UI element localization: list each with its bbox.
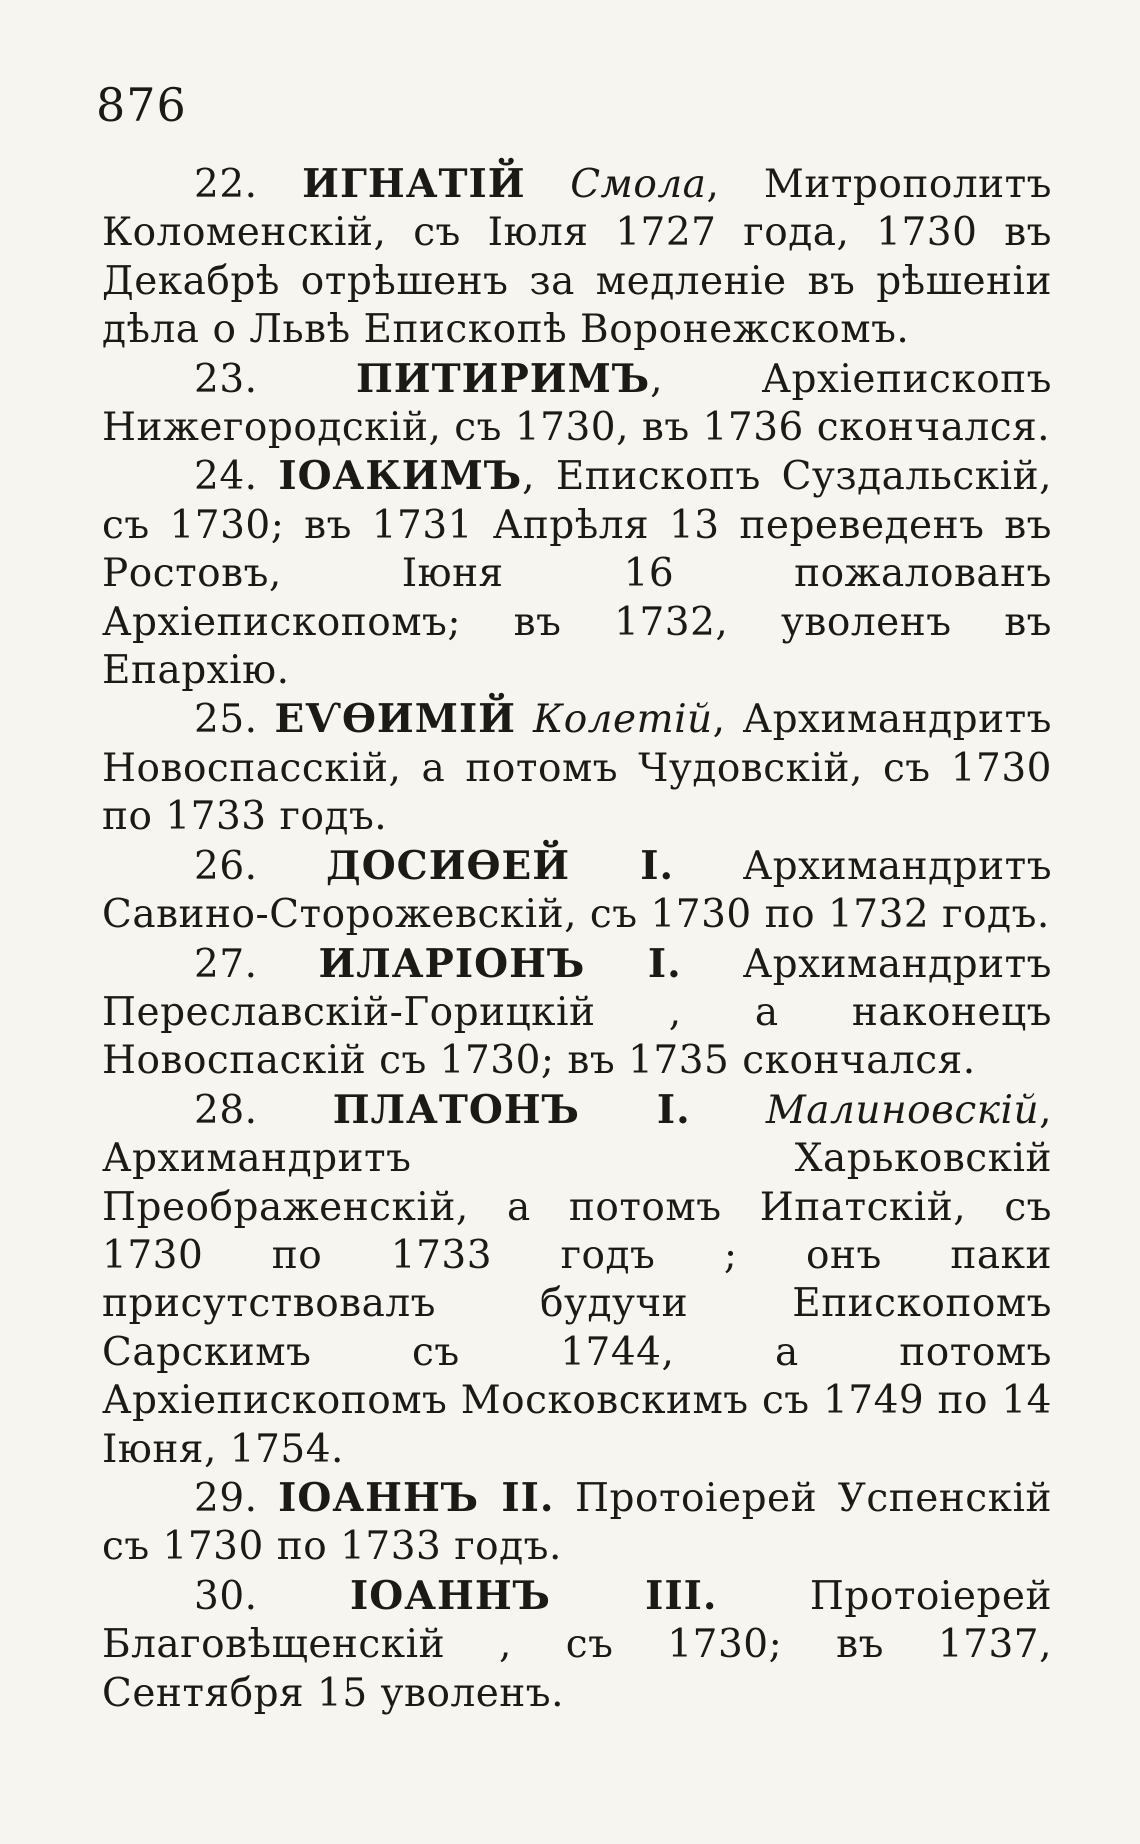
entry-number: 27. [194,941,258,987]
entry-text: Архимандритъ Савино-Сторожевскій, съ 1730 по 1732 годъ. [102,843,1053,938]
entry-number: 30. [194,1573,258,1619]
list-item [102,1086,1052,1474]
entry-number: 26. [194,843,258,889]
entry-number: 22. [194,162,258,207]
entry-text: , Митрополитъ Коломенскій, съ Іюля 1727 года, 1730 въ Декабрѣ отрѣшенъ за медленіе въ рѣшеніи дѣла о Львѣ Епископѣ Воронежскомъ. [102,162,1052,353]
entry-name: ІОАННЪ II. [278,1474,555,1521]
entry-surname: Смола [570,162,707,207]
list-item [102,695,1052,841]
list-item [102,1572,1052,1718]
entry-number: 29. [194,1475,258,1521]
entry-name: ИГНАТІЙ [302,161,526,207]
entry-text: Протоіерей Успенскій съ 1730 по 1733 годъ. [102,1475,1052,1570]
entry-text: , Архіепископъ Нижегородскій, съ 1730, въ 1736 скончался. [102,356,1052,451]
entry-name: ИЛАРІОНЪ I. [318,940,682,987]
entry-number: 28. [194,1087,258,1133]
entry-text: , Архимандритъ Новоспасскій, а потомъ Чудовскій, съ 1730 по 1733 годъ. [102,697,1052,840]
list-item [102,940,1052,1086]
entry-text: Протоіерей Благовѣщенскій , съ 1730; въ 1737, Сентября 15 уволенъ. [102,1573,1052,1716]
entry-surname: Малиновскій [765,1087,1040,1133]
entry-text: , Епископъ Суздальскій, съ 1730; въ 1731 Апрѣля 13 переведенъ въ Ростовъ, Іюня 16 пожалованъ Архіепископомъ; въ 1732, уволенъ въ Епархію. [102,454,1052,694]
entry-name: ІОАКИМЪ [278,453,523,500]
entry-text: Архимандритъ Переславскій-Горицкій , а наконецъ Новоспаскій съ 1730; въ 1735 скончался. [102,941,1052,1084]
entry-name: ДОСИѲЕЙ I. [326,842,675,889]
entry-name: ЕѴѲИМІЙ [274,696,517,743]
list-item [102,1474,1052,1572]
list-item [102,355,1052,453]
entry-surname: Колетій [533,697,713,743]
entry-name: ПЛАТОНЪ I. [332,1086,691,1133]
entry-list [102,160,1052,1718]
page-number: 876 [96,78,187,132]
entry-number: 25. [194,697,258,743]
entry-name: ПИТИРИМЪ [355,355,651,402]
entry-number: 24. [194,454,258,500]
list-item [102,842,1052,940]
entry-name: ІОАННЪ III. [350,1572,718,1619]
entry-number: 23. [194,356,258,402]
list-item [102,160,1052,355]
entry-text: , Архимандритъ Харьковскій Преображенскій, а потомъ Ипатскій, съ 1730 по 1733 годъ ; онъ паки присутствовалъ будучи Епископомъ Сарскимъ съ 1744, а потомъ Архіепископомъ Московскимъ съ 1749 по 14 Іюня, 1754. [102,1087,1052,1472]
list-item [102,452,1052,695]
